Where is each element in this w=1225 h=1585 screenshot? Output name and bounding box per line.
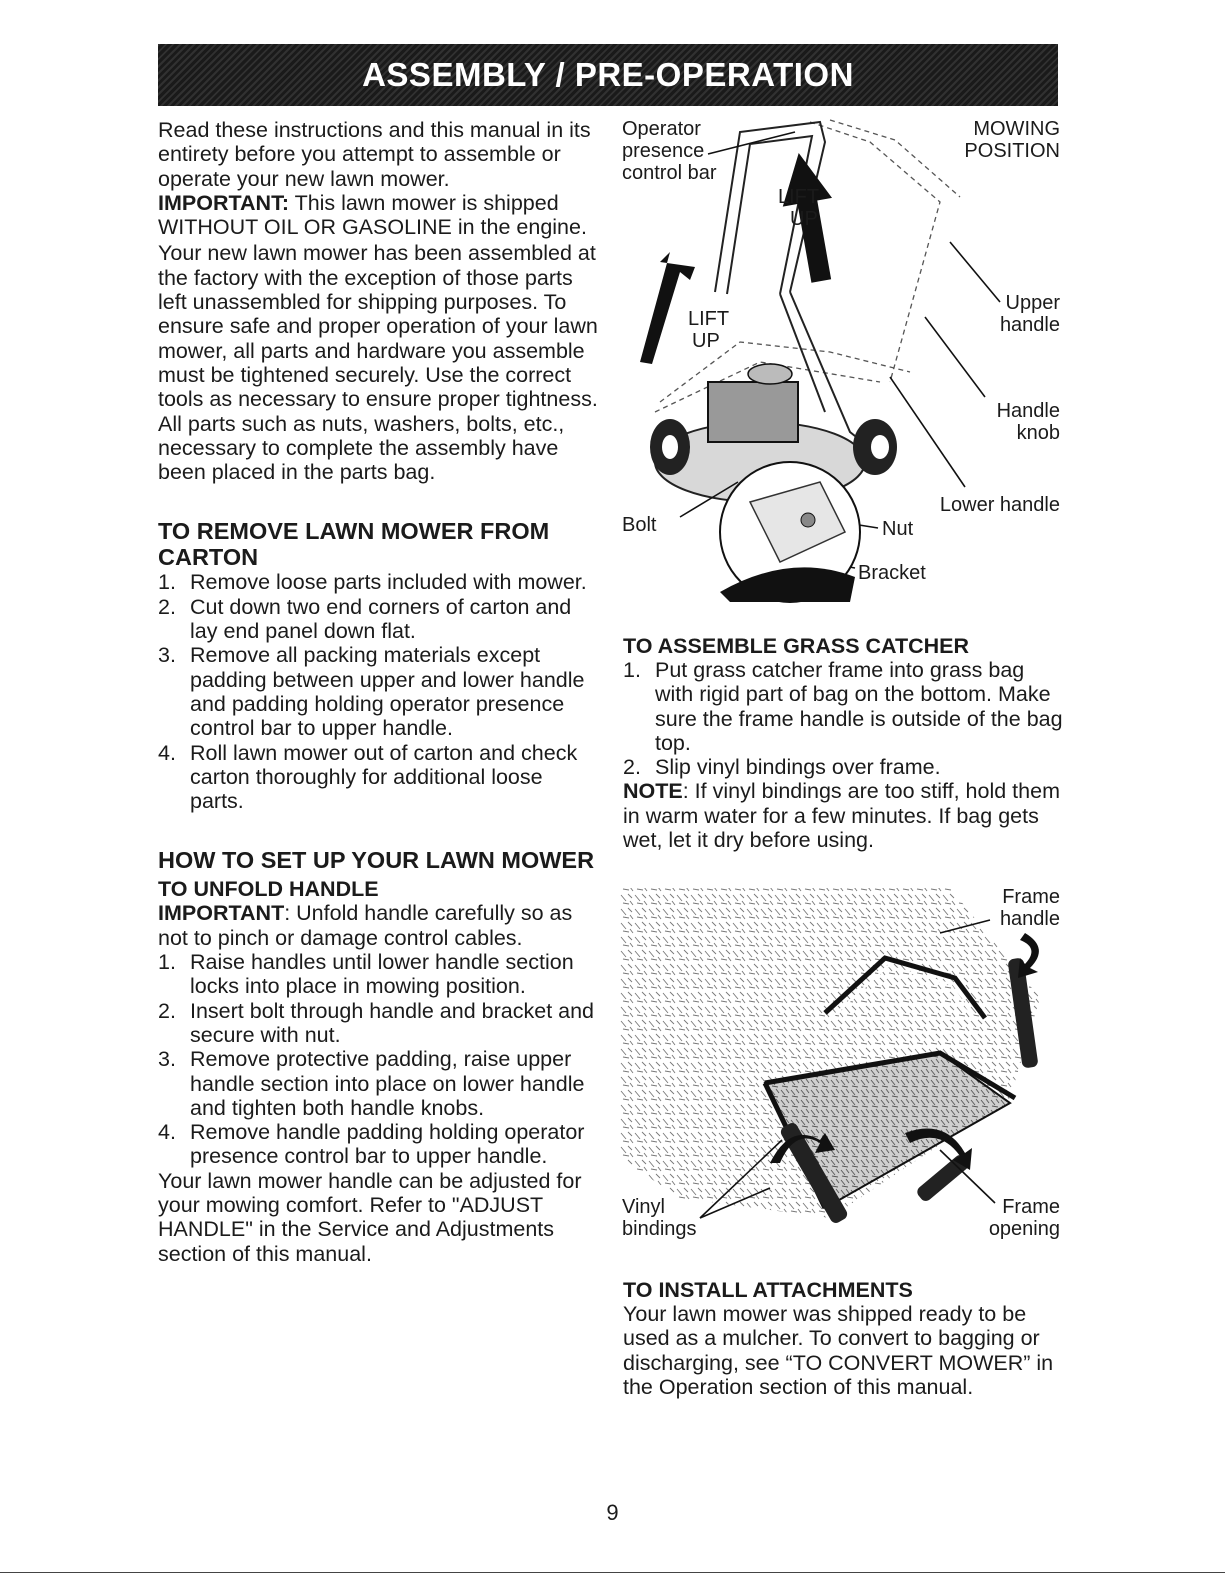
label-up-upper: UP	[790, 208, 818, 230]
note-label: NOTE	[623, 779, 683, 804]
remove-steps	[158, 570, 598, 813]
list-item: 1. Remove loose parts included with mower.	[158, 570, 587, 595]
label-frame-handle: handle	[999, 908, 1060, 930]
unfold-heading: TO UNFOLD HANDLE	[158, 877, 379, 902]
handle-assembly-illustration	[620, 112, 1065, 612]
note-text: : If vinyl bindings are too stiff, hold them in warm water for a few minutes. If bag gets wet, let it dry before using.	[623, 779, 1060, 853]
label-operator: Operator	[622, 118, 701, 140]
list-item: 4. Remove handle padding holding operator presence control bar to upper handle.	[158, 1120, 585, 1169]
unfold-important-label: IMPORTANT	[158, 901, 285, 926]
catcher-heading: TO ASSEMBLE GRASS CATCHER	[623, 634, 970, 658]
page-number: 9	[606, 1500, 619, 1525]
label-lower-handle: Lower handle	[939, 494, 1060, 516]
list-item: 3. Remove protective padding, raise upper handle section into place on lower handle and tighten both handle knobs.	[158, 1047, 585, 1120]
grass-catcher-figure	[620, 878, 1065, 1248]
attachments-section	[623, 1278, 1063, 1399]
unfold-important-paragraph	[158, 901, 598, 950]
important-paragraph	[158, 191, 598, 240]
list-item: 1. Raise handles until lower handle section locks into place in mowing position.	[158, 950, 574, 999]
label-frame-opening-top: Frame	[1002, 1196, 1060, 1218]
handle-assembly-figure	[620, 112, 1065, 612]
list-item: 2. Cut down two end corners of carton and lay end panel down flat.	[158, 594, 572, 644]
label-bracket: Bracket	[858, 562, 926, 584]
list-item: 4. Roll lawn mower out of carton and check carton thoroughly for additional loose parts.	[158, 740, 578, 814]
adjust-paragraph: Your lawn mower handle can be adjusted for your mowing comfort. Refer to "ADJUST HANDLE" in the Service and Adjustments section of this manual.	[158, 1168, 582, 1266]
label-control-bar: control bar	[622, 162, 717, 184]
important-text: This lawn mower is shipped WITHOUT OIL OR GASOLINE in the engine.	[158, 190, 587, 240]
grass-catcher-section	[623, 634, 1063, 852]
bottom-rule	[0, 1572, 1225, 1573]
remove-heading: TO REMOVE LAWN MOWER FROM CARTON	[158, 518, 550, 571]
note-paragraph	[623, 779, 1063, 852]
setup-heading: HOW TO SET UP YOUR LAWN MOWER	[158, 847, 595, 874]
label-lift-upper: LIFT	[778, 186, 820, 208]
list-item: 2. Insert bolt through handle and bracket and secure with nut.	[158, 998, 595, 1047]
label-presence: presence	[622, 140, 705, 162]
label-mowing: MOWING	[973, 118, 1060, 140]
attach-paragraph: Your lawn mower was shipped ready to be used as a mulcher. To convert to bagging or discharging, see “TO CONVERT MOWER” in the Operation section of this manual.	[623, 1302, 1054, 1399]
label-position: POSITION	[964, 140, 1060, 162]
left-column	[158, 118, 598, 1266]
attach-heading: TO INSTALL ATTACHMENTS	[623, 1278, 913, 1302]
grass-catcher-illustration	[620, 878, 1065, 1248]
label-vinyl: Vinyl	[622, 1196, 665, 1218]
list-item: 2. Slip vinyl bindings over frame.	[623, 755, 941, 780]
label-frame: Frame	[1002, 886, 1060, 908]
important-label: IMPORTANT:	[158, 190, 289, 215]
label-lift-lower: LIFT	[688, 308, 730, 330]
label-knob: knob	[1016, 422, 1060, 444]
list-item: 3. Remove all packing materials except padding between upper and lower handle and padding holding operator presence control bar to upper handle.	[158, 643, 585, 741]
label-bolt: Bolt	[622, 514, 657, 536]
label-upper: Upper	[1005, 292, 1060, 314]
section-title: ASSEMBLY / PRE-OPERATION	[362, 56, 854, 93]
unfold-steps	[158, 950, 598, 1169]
assembly-paragraph: Your new lawn mower has been assembled at the factory with the exception of those parts left unassembled for shipping purposes. To ensure safe and proper operation of your lawn mower, all parts and hardware you assemble must be tightened securely. Use the correct tools as necessary to ensure proper tightness. All parts such as nuts, washers, bolts, etc., necessary to complete the assembly have been placed in the parts bag.	[158, 241, 598, 485]
catcher-steps	[623, 658, 1063, 779]
label-frame-opening: opening	[988, 1218, 1060, 1240]
label-upper-handle: handle	[999, 314, 1060, 336]
label-bindings: bindings	[622, 1218, 697, 1240]
label-handle: Handle	[996, 400, 1060, 422]
label-up-lower: UP	[692, 330, 720, 352]
unfold-important-text: : Unfold handle carefully so as not to pinch or damage control cables.	[158, 901, 573, 950]
intro-paragraph: Read these instructions and this manual in its entirety before you attempt to assemble or operate your new lawn mower.	[158, 118, 591, 191]
section-title-banner	[158, 44, 1058, 106]
label-nut: Nut	[882, 518, 914, 540]
list-item: 1. Put grass catcher frame into grass bag with rigid part of bag on the bottom. Make sure the frame handle is outside of the bag top.	[623, 658, 1063, 755]
